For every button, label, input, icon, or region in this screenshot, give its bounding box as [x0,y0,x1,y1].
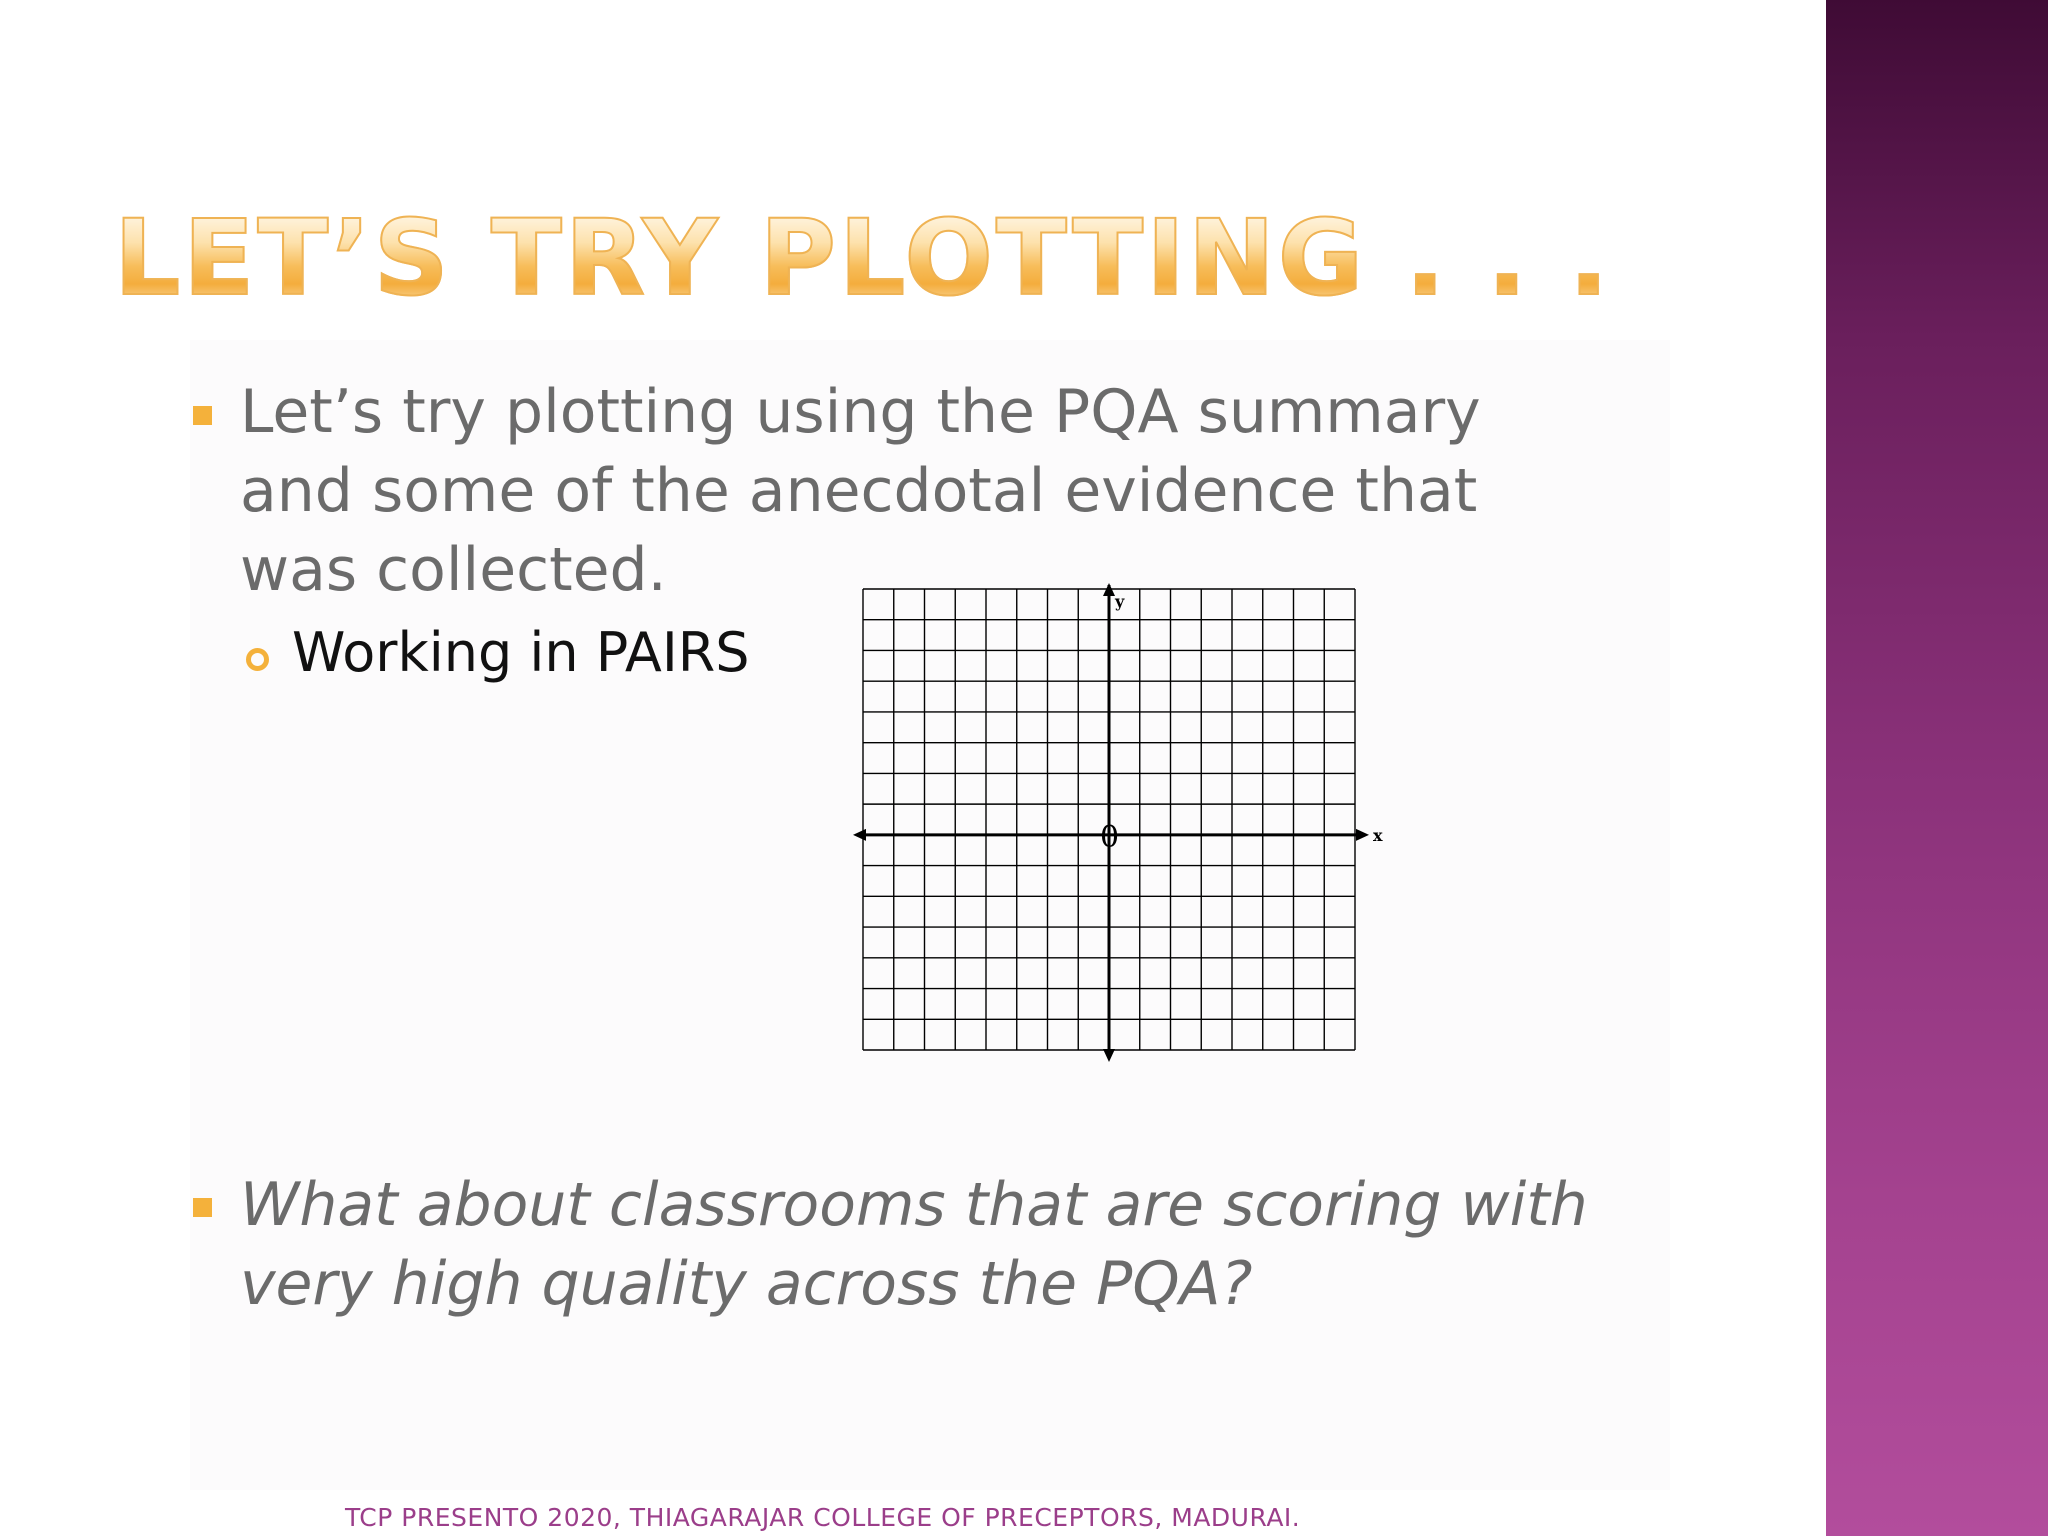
bullet-text-question: What about classrooms that are scoring with very high quality across the PQA? [240,1170,1588,1319]
square-bullet-icon [193,1198,212,1217]
x-axis-label: x [1373,825,1383,845]
x-axis-arrow-left [853,829,866,841]
ring-bullet-icon [246,648,269,671]
origin-label: 0 [1100,819,1120,855]
x-axis-arrow-right [1356,829,1369,841]
decorative-side-bar [1826,0,2048,1536]
y-axis-label: y [1115,592,1125,611]
coordinate-grid-svg [855,585,1383,1060]
bullet-text-plotting: Let’s try plotting using the PQA summary and some of the anecdotal evidence that was collected. [240,377,1481,605]
square-bullet-icon [193,406,212,425]
footer-text: TCP PRESENTO 2020, THIAGARAJAR COLLEGE OF PRECEPTORS, MADURAI. [345,1503,1301,1532]
coordinate-grid-chart [855,585,1383,1060]
slide-title: LET’S TRY PLOTTING . . . [114,197,1612,319]
sub-bullet-pairs: Working in PAIRS [292,621,750,684]
